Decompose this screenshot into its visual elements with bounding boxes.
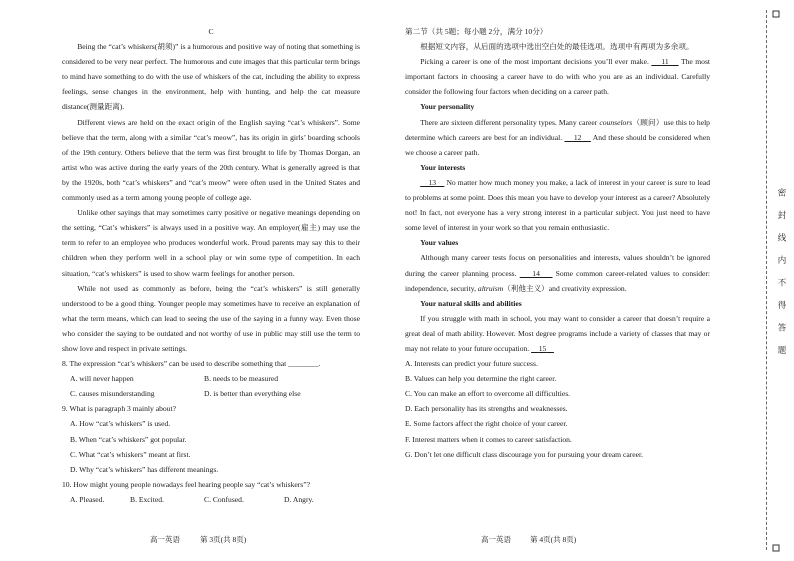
passage-paragraph-4: While not used as commonly as before, being the “cat’s whiskers” is still generally understood to be a good thing. Younger people may sometimes have to receive an explanation of what the term means, which can lead to seeing the use of the saying in a funny way. Even those who consider the saying to be outdated and not worthy of use in public may still use the term to show love and respect in private settings. bbox=[62, 283, 360, 353]
heading-values: Your values bbox=[420, 238, 459, 248]
heading-skills: Your natural skills and abilities bbox=[420, 298, 522, 308]
option-d: D. Each personality has its strengths and weaknesses. bbox=[405, 404, 568, 414]
q9-option-d: D. Why “cat’s whiskers” has different meanings. bbox=[70, 464, 219, 474]
question-10-options bbox=[62, 492, 360, 507]
q9-option-c: C. What “cat’s whiskers” meant at first. bbox=[70, 449, 191, 459]
blank-13: 13 bbox=[428, 177, 437, 187]
q9-option-a: A. How “cat’s whiskers” is used. bbox=[70, 419, 171, 429]
option-e: E. Some factors affect the right choice of your career. bbox=[405, 419, 568, 429]
corner-mark-icon bbox=[772, 10, 780, 18]
option-c: C. You can make an effort to overcome all difficulties. bbox=[405, 389, 571, 399]
q8-option-b: B. needs to be measured bbox=[204, 374, 279, 384]
section-two-heading: 第二节（共 5题；每小题 2分，满分 10分） bbox=[405, 27, 548, 36]
q8-option-c: C. causes misunderstanding bbox=[70, 389, 155, 399]
q10-option-d: D. Angry. bbox=[284, 494, 314, 504]
interests-paragraph: 13 No matter how much money you make, a lack of interest in your career is sure to lead to problems at some point. Does this mean you have to develop your interest as a career? Absolutely not! In fact, not everyone has a very strong interest in a particular subject. You just need to have some level of interest in your work so that you remain enthusiastic. bbox=[405, 177, 711, 233]
left-page bbox=[62, 24, 360, 507]
option-a: A. Interests can predict your future success. bbox=[405, 359, 538, 369]
seal-line-notice: 密封线内不得答题 bbox=[776, 188, 786, 368]
footer-right-subject: 高一英语 bbox=[481, 535, 511, 544]
binding-dashed-line bbox=[766, 10, 767, 550]
option-g: G. Don’t let one difficult class discourage you for pursuing your dream career. bbox=[405, 449, 644, 459]
q10-option-c: C. Confused. bbox=[204, 494, 244, 504]
footer-left-subject: 高一英语 bbox=[150, 535, 180, 544]
passage-paragraph-1: Being the “cat’s whiskers(胡须)” is a humorous and positive way of noting that something is considered to be very near perfect. The humorous and cute images that this particular term brings to mind have something to do with the use of whiskers of the cat, including the ability to express feelings, sense changes in the environment, help with hunting, and help the cat measure distance(测量距离). bbox=[62, 42, 360, 112]
personality-paragraph: There are sixteen different personality types. Many career counselors（顾问）use this to help determine which careers are best for an individual. 12 And these should be considered when we choose a career path. bbox=[405, 117, 710, 157]
option-f: F. Interest matters when it comes to career satisfaction. bbox=[405, 434, 572, 444]
section-c-title: C bbox=[208, 27, 214, 36]
q8-option-a: A. will never happen bbox=[70, 374, 134, 384]
skills-paragraph: If you struggle with math in school, you may want to consider a career that doesn’t require a great deal of math ability. However. Most degree programs include a variety of classes that may or may not relate to your future occupation. 15 bbox=[405, 313, 710, 353]
right-page bbox=[405, 24, 710, 462]
values-paragraph: Although many career tests focus on personalities and interests, values shouldn’t be ignored during the career planning process. 14 Some common career-related values to consider: independence, security, altruism（利他主义）and creativity expression. bbox=[405, 253, 711, 293]
question-9: 9. What is paragraph 3 mainly about? bbox=[62, 404, 176, 414]
heading-interests: Your interests bbox=[420, 162, 466, 172]
task-instruction: 根据短文内容，从后面的选项中选出空白处的最佳选项。选项中有两项为多余项。 bbox=[420, 42, 694, 52]
blank-15: 15 bbox=[538, 343, 547, 353]
option-b: B. Values can help you determine the right career. bbox=[405, 374, 557, 384]
corner-mark-icon bbox=[772, 544, 780, 552]
q10-option-a: A. Pleased. bbox=[70, 494, 105, 504]
question-8: 8. The expression “cat’s whiskers” can be used to describe something that ________. bbox=[62, 359, 321, 369]
q9-option-b: B. When “cat’s whiskers” got popular. bbox=[70, 434, 187, 444]
q10-option-b: B. Excited. bbox=[130, 494, 164, 504]
footer-right-page: 第 4页(共 8页) bbox=[530, 535, 577, 544]
question-10: 10. How might young people nowadays feel hearing people say “cat’s whiskers”? bbox=[62, 479, 310, 489]
heading-personality: Your personality bbox=[420, 102, 475, 112]
footer-left-page: 第 3页(共 8页) bbox=[200, 535, 247, 544]
blank-14: 14 bbox=[532, 268, 540, 278]
passage-paragraph-3: Unlike other sayings that may sometimes carry positive or negative meanings depending on the setting, “Cat’s whiskers” is always used in a positive way. An employer(雇主) may use the term to refer to an employee who produces wonderful work. Proud parents may say this to their children when they perform well in a school play or win some type of competition. In each situation, “cat’s whiskers” is used to show warm feelings for another person. bbox=[62, 208, 360, 278]
question-8-options-row2 bbox=[62, 386, 360, 401]
question-8-options-row1 bbox=[62, 371, 360, 386]
q8-option-d: D. is better than everything else bbox=[204, 389, 301, 399]
blank-11: 11 bbox=[661, 57, 669, 67]
passage-paragraph-2: Different views are held on the exact origin of the English saying “cat’s whiskers”. Some believe that the term, along with a similar “cat’s meow”, has its origin in girls’ boarding schools of the 19th century. Others believe that the term was first brought to life by Thomas Dorgan, an artist who was active during the early years of the 20th century. What is generally agreed is that by the 1920s, both “cat’s whiskers” and “cat’s meow” were often used in the United States and commonly used as a term among young people of college age. bbox=[62, 117, 360, 203]
blank-12: 12 bbox=[573, 132, 582, 142]
intro-paragraph: Picking a career is one of the most important decisions you’ll ever make. 11 The most important factors in choosing a career have to do with who you are as an individual. Carefully consider the following four factors when deciding on a career path. bbox=[405, 57, 711, 97]
